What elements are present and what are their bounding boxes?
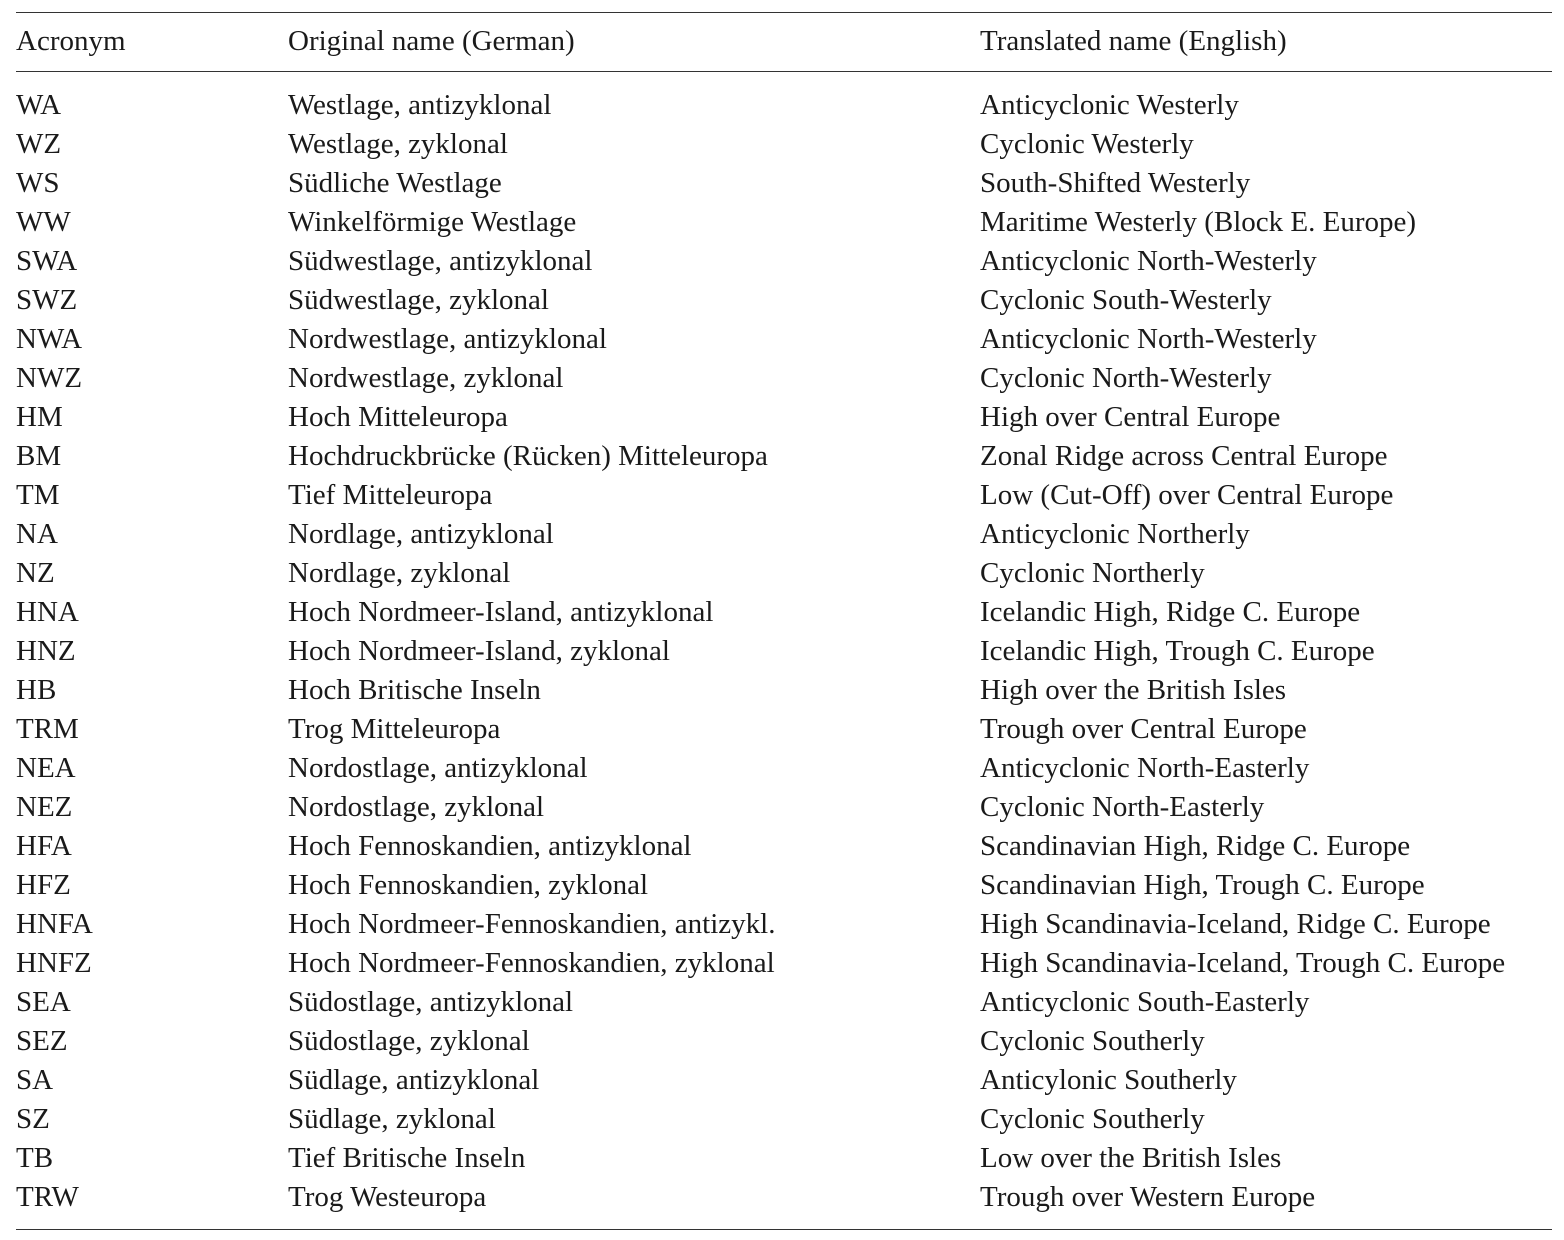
translated-name-cell: High Scandinavia-Iceland, Trough C. Europe <box>980 947 1506 979</box>
translated-name-cell: Maritime Westerly (Block E. Europe) <box>980 206 1417 238</box>
translated-name-cell: Anticyclonic North-Westerly <box>980 245 1317 277</box>
table-top-rule <box>16 12 1552 13</box>
original-name-cell: Südwestlage, antizyklonal <box>288 245 593 277</box>
original-name-cell: Hoch Fennoskandien, zyklonal <box>288 869 649 901</box>
table-row <box>16 827 1552 866</box>
table-row <box>16 1139 1552 1178</box>
translated-name-cell: Anticyclonic North-Easterly <box>980 752 1310 784</box>
acronym-cell: HNZ <box>16 635 76 667</box>
translated-name-cell: Cyclonic Northerly <box>980 557 1205 589</box>
original-name-cell: Hoch Mitteleuropa <box>288 401 508 433</box>
acronym-cell: TRM <box>16 713 79 745</box>
acronym-cell: HM <box>16 401 63 433</box>
acronym-cell: SWA <box>16 245 78 277</box>
original-name-cell: Hochdruckbrücke (Rücken) Mitteleuropa <box>288 440 768 472</box>
table-row <box>16 437 1552 476</box>
table-row <box>16 593 1552 632</box>
original-name-cell: Nordostlage, zyklonal <box>288 791 545 823</box>
acronym-cell: BM <box>16 440 62 472</box>
table-row <box>16 749 1552 788</box>
original-name-cell: Hoch Nordmeer-Island, zyklonal <box>288 635 670 667</box>
acronym-cell: NEZ <box>16 791 73 823</box>
acronym-cell: NA <box>16 518 58 550</box>
acronym-cell: WZ <box>16 128 62 160</box>
acronym-cell: HB <box>16 674 57 706</box>
acronym-cell: NEA <box>16 752 76 784</box>
original-name-cell: Hoch Nordmeer-Island, antizyklonal <box>288 596 714 628</box>
acronym-cell: TM <box>16 479 60 511</box>
translated-name-cell: Low (Cut-Off) over Central Europe <box>980 479 1394 511</box>
acronym-cell: SZ <box>16 1103 50 1135</box>
table-row <box>16 1061 1552 1100</box>
weather-type-table <box>16 12 1552 1230</box>
table-row <box>16 125 1552 164</box>
acronym-cell: SA <box>16 1064 54 1096</box>
acronym-cell: NWA <box>16 323 83 355</box>
table-body <box>16 72 1552 1229</box>
translated-name-cell: Scandinavian High, Ridge C. Europe <box>980 830 1411 862</box>
acronym-cell: HNFZ <box>16 947 92 979</box>
translated-name-cell: Anticyclonic Northerly <box>980 518 1250 550</box>
translated-name-cell: Anticyclonic North-Westerly <box>980 323 1317 355</box>
original-name-cell: Nordostlage, antizyklonal <box>288 752 588 784</box>
original-name-cell: Tief Britische Inseln <box>288 1142 526 1174</box>
original-name-cell: Südlage, antizyklonal <box>288 1064 540 1096</box>
table-row <box>16 1178 1552 1217</box>
table-row <box>16 866 1552 905</box>
table-row <box>16 398 1552 437</box>
table-row <box>16 281 1552 320</box>
table-row <box>16 1100 1552 1139</box>
original-name-cell: Westlage, zyklonal <box>288 128 508 160</box>
translated-name-cell: High over Central Europe <box>980 401 1281 433</box>
table-row <box>16 788 1552 827</box>
table-row <box>16 86 1552 125</box>
table-row <box>16 554 1552 593</box>
original-name-cell: Hoch Nordmeer-Fennoskandien, zyklonal <box>288 947 775 979</box>
original-name-cell: Südwestlage, zyklonal <box>288 284 549 316</box>
original-name-cell: Südliche Westlage <box>288 167 502 199</box>
acronym-cell: WW <box>16 206 71 238</box>
table-header-row <box>16 15 1552 67</box>
translated-name-cell: Cyclonic Westerly <box>980 128 1194 160</box>
acronym-cell: SEZ <box>16 1025 68 1057</box>
translated-name-cell: Cyclonic North-Westerly <box>980 362 1272 394</box>
original-name-cell: Südostlage, zyklonal <box>288 1025 530 1057</box>
original-name-cell: Nordwestlage, antizyklonal <box>288 323 607 355</box>
table-row <box>16 515 1552 554</box>
table-row <box>16 710 1552 749</box>
table-row <box>16 320 1552 359</box>
acronym-cell: NWZ <box>16 362 83 394</box>
acronym-cell: WA <box>16 89 62 121</box>
table-row <box>16 164 1552 203</box>
translated-name-cell: Icelandic High, Trough C. Europe <box>980 635 1375 667</box>
original-name-cell: Hoch Britische Inseln <box>288 674 541 706</box>
original-name-cell: Tief Mitteleuropa <box>288 479 493 511</box>
table-row <box>16 983 1552 1022</box>
original-name-cell: Winkelförmige Westlage <box>288 206 577 238</box>
table-row <box>16 905 1552 944</box>
acronym-cell: TB <box>16 1142 54 1174</box>
table-row <box>16 632 1552 671</box>
translated-name-cell: Anticyclonic South-Easterly <box>980 986 1310 1018</box>
table-row <box>16 476 1552 515</box>
original-name-cell: Südostlage, antizyklonal <box>288 986 574 1018</box>
original-name-cell: Trog Westeuropa <box>288 1181 487 1213</box>
table-row <box>16 671 1552 710</box>
translated-name-cell: Icelandic High, Ridge C. Europe <box>980 596 1361 628</box>
acronym-cell: HFZ <box>16 869 71 901</box>
translated-name-cell: Trough over Western Europe <box>980 1181 1316 1213</box>
table-row <box>16 242 1552 281</box>
translated-name-cell: Low over the British Isles <box>980 1142 1282 1174</box>
acronym-cell: NZ <box>16 557 55 589</box>
translated-name-cell: Anticylonic Southerly <box>980 1064 1237 1096</box>
header-translated-name: Translated name (English) <box>980 25 1287 57</box>
original-name-cell: Hoch Nordmeer-Fennoskandien, antizykl. <box>288 908 776 940</box>
translated-name-cell: Anticyclonic Westerly <box>980 89 1239 121</box>
translated-name-cell: Scandinavian High, Trough C. Europe <box>980 869 1425 901</box>
translated-name-cell: South-Shifted Westerly <box>980 167 1251 199</box>
table-bottom-rule <box>16 1229 1552 1230</box>
table-row <box>16 1022 1552 1061</box>
acronym-cell: SWZ <box>16 284 78 316</box>
original-name-cell: Südlage, zyklonal <box>288 1103 496 1135</box>
table-row <box>16 203 1552 242</box>
header-original-name: Original name (German) <box>288 25 575 57</box>
table-row <box>16 359 1552 398</box>
header-acronym: Acronym <box>16 25 126 57</box>
acronym-cell: HFA <box>16 830 72 862</box>
original-name-cell: Trog Mitteleuropa <box>288 713 501 745</box>
translated-name-cell: Cyclonic Southerly <box>980 1103 1205 1135</box>
original-name-cell: Nordlage, zyklonal <box>288 557 511 589</box>
acronym-cell: HNFA <box>16 908 93 940</box>
original-name-cell: Westlage, antizyklonal <box>288 89 552 121</box>
original-name-cell: Hoch Fennoskandien, antizyklonal <box>288 830 692 862</box>
original-name-cell: Nordlage, antizyklonal <box>288 518 554 550</box>
translated-name-cell: Cyclonic South-Westerly <box>980 284 1272 316</box>
original-name-cell: Nordwestlage, zyklonal <box>288 362 564 394</box>
table-row <box>16 944 1552 983</box>
translated-name-cell: High over the British Isles <box>980 674 1287 706</box>
translated-name-cell: Zonal Ridge across Central Europe <box>980 440 1388 472</box>
acronym-cell: WS <box>16 167 60 199</box>
translated-name-cell: Cyclonic North-Easterly <box>980 791 1265 823</box>
acronym-cell: TRW <box>16 1181 79 1213</box>
acronym-cell: SEA <box>16 986 71 1018</box>
translated-name-cell: High Scandinavia-Iceland, Ridge C. Europe <box>980 908 1491 940</box>
translated-name-cell: Trough over Central Europe <box>980 713 1307 745</box>
acronym-cell: HNA <box>16 596 79 628</box>
translated-name-cell: Cyclonic Southerly <box>980 1025 1205 1057</box>
